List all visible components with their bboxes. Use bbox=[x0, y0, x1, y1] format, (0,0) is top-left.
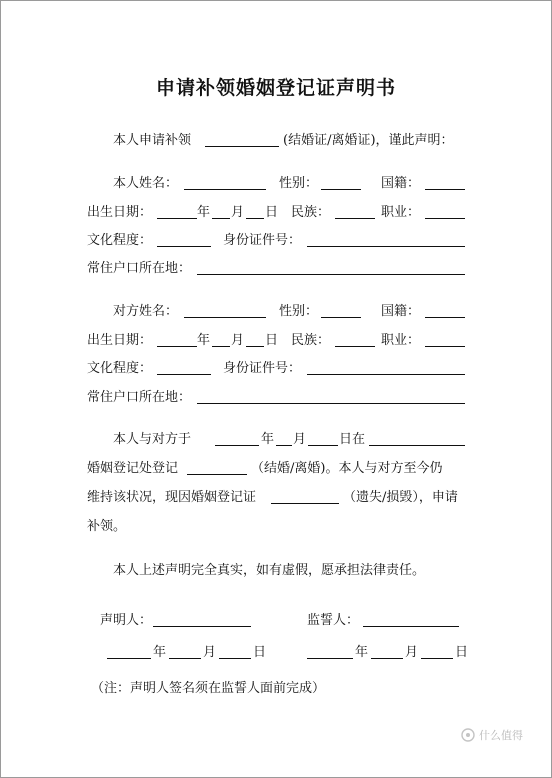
supervisor-day-unit: 日 bbox=[455, 645, 469, 660]
partner-birth-row bbox=[1, 332, 552, 350]
declarant-month-field[interactable] bbox=[169, 658, 201, 659]
self-day-unit: 日 bbox=[265, 205, 279, 220]
paragraph-year-unit: 年 bbox=[261, 432, 275, 447]
signature-row bbox=[1, 612, 552, 630]
self-name-label: 本人姓名： bbox=[113, 176, 179, 191]
self-birth-row bbox=[1, 204, 552, 222]
intro-suffix: (结婚证/离婚证)，谨此声明： bbox=[283, 133, 454, 148]
self-occupation-label: 职业： bbox=[381, 205, 421, 220]
partner-birth-month-field[interactable] bbox=[212, 346, 230, 347]
partner-gender-label: 性别： bbox=[279, 304, 319, 319]
self-education-field[interactable] bbox=[157, 246, 211, 247]
partner-name-row bbox=[1, 303, 552, 321]
declarant-month-unit: 月 bbox=[203, 645, 217, 660]
declarant-signature-field[interactable] bbox=[153, 626, 251, 627]
self-birth-day-field[interactable] bbox=[246, 218, 264, 219]
watermark-logo-icon bbox=[461, 728, 475, 742]
self-nationality-field[interactable] bbox=[425, 189, 465, 190]
watermark-text: 什么值得 bbox=[479, 729, 523, 742]
supervisor-signature-field[interactable] bbox=[363, 626, 459, 627]
declarant-day-field[interactable] bbox=[219, 658, 251, 659]
registration-day-field[interactable] bbox=[308, 445, 338, 446]
supervisor-label: 监誓人： bbox=[307, 613, 360, 628]
partner-occupation-field[interactable] bbox=[425, 346, 465, 347]
self-month-unit: 月 bbox=[231, 205, 245, 220]
partner-ethnicity-label: 民族： bbox=[291, 333, 331, 348]
declarant-year-unit: 年 bbox=[153, 645, 167, 660]
supervisor-year-unit: 年 bbox=[355, 645, 369, 660]
self-id-label: 身份证件号： bbox=[223, 233, 302, 248]
self-name-field[interactable] bbox=[184, 189, 266, 190]
supervisor-day-field[interactable] bbox=[421, 658, 453, 659]
declarant-year-field[interactable] bbox=[107, 658, 151, 659]
self-gender-label: 性别： bbox=[279, 176, 319, 191]
partner-nationality-label: 国籍： bbox=[381, 304, 421, 319]
document-title: 申请补领婚姻登记证声明书 bbox=[155, 77, 396, 99]
supervisor-year-field[interactable] bbox=[307, 658, 353, 659]
partner-name-label: 对方姓名： bbox=[113, 304, 179, 319]
paragraph-l4-text: 补领。 bbox=[87, 519, 127, 534]
declarant-day-unit: 日 bbox=[253, 645, 267, 660]
self-residence-row bbox=[1, 260, 552, 278]
self-birth-label: 出生日期： bbox=[87, 205, 153, 220]
partner-name-field[interactable] bbox=[184, 317, 266, 318]
partner-birth-day-field[interactable] bbox=[246, 346, 264, 347]
paragraph-l1-text: 本人与对方于 bbox=[113, 432, 192, 447]
paragraph-line-1 bbox=[1, 431, 552, 449]
declarant-label: 声明人： bbox=[100, 613, 153, 628]
partner-residence-row bbox=[1, 389, 552, 407]
registration-year-field[interactable] bbox=[215, 445, 259, 446]
partner-education-row bbox=[1, 360, 552, 378]
paragraph-l3-text-a: 维持该状况，现因婚姻登记证 bbox=[87, 490, 257, 505]
watermark bbox=[461, 727, 523, 743]
self-nationality-label: 国籍： bbox=[381, 176, 421, 191]
partner-id-field[interactable] bbox=[307, 374, 465, 375]
loss-reason-field[interactable] bbox=[271, 503, 339, 504]
certificate-type-field[interactable] bbox=[205, 146, 279, 147]
registration-type-field[interactable] bbox=[187, 474, 247, 475]
self-year-unit: 年 bbox=[197, 205, 211, 220]
paragraph-l3-text-b: （遗失/损毁），申请 bbox=[343, 490, 458, 505]
registration-month-field[interactable] bbox=[276, 445, 292, 446]
partner-month-unit: 月 bbox=[231, 333, 245, 348]
self-ethnicity-label: 民族： bbox=[291, 205, 331, 220]
partner-residence-label: 常住户口所在地： bbox=[87, 390, 192, 405]
affirmation-text: 本人上述声明完全真实，如有虚假，愿承担法律责任。 bbox=[113, 563, 426, 578]
partner-gender-field[interactable] bbox=[321, 317, 361, 318]
self-education-label: 文化程度： bbox=[87, 233, 153, 248]
affirmation-line bbox=[1, 562, 552, 580]
partner-nationality-field[interactable] bbox=[425, 317, 465, 318]
self-birth-year-field[interactable] bbox=[157, 218, 197, 219]
paragraph-line-2 bbox=[1, 460, 552, 478]
self-occupation-field[interactable] bbox=[425, 218, 465, 219]
supervisor-month-field[interactable] bbox=[371, 658, 403, 659]
partner-birth-year-field[interactable] bbox=[157, 346, 197, 347]
partner-education-label: 文化程度： bbox=[87, 361, 153, 376]
partner-year-unit: 年 bbox=[197, 333, 211, 348]
partner-ethnicity-field[interactable] bbox=[335, 346, 375, 347]
partner-education-field[interactable] bbox=[157, 374, 211, 375]
paragraph-line-3 bbox=[1, 489, 552, 507]
self-id-field[interactable] bbox=[307, 246, 465, 247]
paragraph-l2-text-a: 婚姻登记处登记 bbox=[87, 461, 179, 476]
partner-occupation-label: 职业： bbox=[381, 333, 421, 348]
partner-residence-field[interactable] bbox=[197, 403, 465, 404]
signature-date-row bbox=[1, 644, 552, 662]
self-education-row bbox=[1, 232, 552, 250]
registration-office-field[interactable] bbox=[369, 445, 465, 446]
self-birth-month-field[interactable] bbox=[212, 218, 230, 219]
self-residence-label: 常住户口所在地： bbox=[87, 261, 192, 276]
self-residence-field[interactable] bbox=[197, 274, 465, 275]
self-name-row bbox=[1, 175, 552, 193]
self-ethnicity-field[interactable] bbox=[335, 218, 375, 219]
partner-id-label: 身份证件号： bbox=[223, 361, 302, 376]
supervisor-month-unit: 月 bbox=[405, 645, 419, 660]
paragraph-l2-text-b: （结婚/离婚)。本人与对方至今仍 bbox=[251, 461, 443, 476]
partner-birth-label: 出生日期： bbox=[87, 333, 153, 348]
self-gender-field[interactable] bbox=[321, 189, 361, 190]
footnote: （注：声明人签名须在监誓人面前完成） bbox=[91, 681, 326, 696]
paragraph-month-unit: 月 bbox=[293, 432, 307, 447]
intro-prefix: 本人申请补领 bbox=[113, 133, 192, 148]
paragraph-line-4 bbox=[1, 518, 552, 536]
paragraph-day-unit: 日在 bbox=[339, 432, 366, 447]
partner-day-unit: 日 bbox=[265, 333, 279, 348]
intro-line bbox=[1, 132, 552, 150]
